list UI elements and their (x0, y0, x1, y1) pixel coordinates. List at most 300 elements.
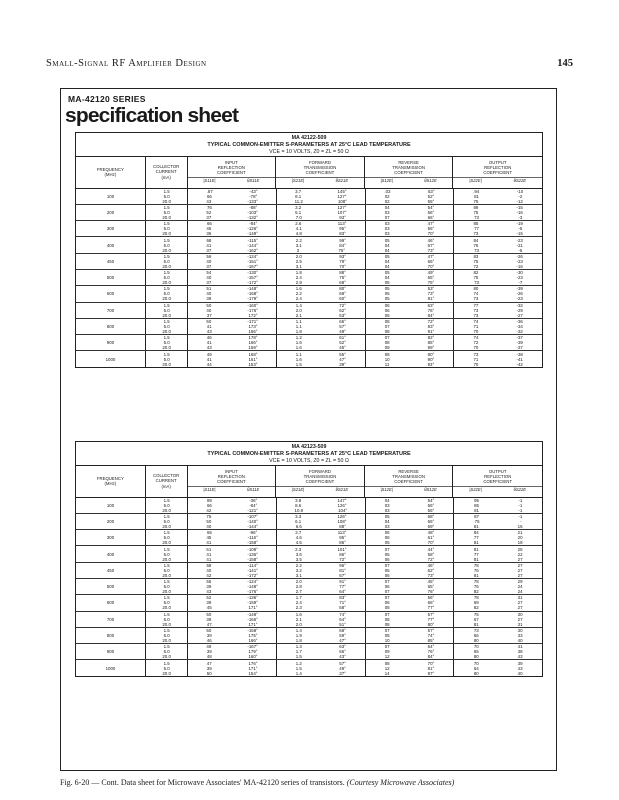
current-value: 5.0 (163, 535, 170, 541)
magnitude-value: 3.2 (295, 204, 302, 210)
value-row (454, 605, 542, 610)
magnitude-value: 7.0 (295, 214, 302, 220)
magnitude-value: 70 (473, 329, 479, 335)
magnitude-value: 08 (384, 621, 390, 627)
value-row (366, 589, 454, 594)
magnitude-value: 61 (206, 546, 212, 552)
angle-value: 171° (248, 665, 258, 671)
current-value: 20.0 (162, 263, 171, 269)
value-row (454, 622, 542, 627)
angle-value: -114° (247, 562, 258, 568)
angle-value: 154° (248, 670, 258, 676)
coefficient-values (366, 351, 455, 366)
magnitude-value: 43 (206, 329, 212, 335)
value-row (277, 654, 365, 659)
magnitude-value: 81 (473, 546, 479, 552)
magnitude-value: 48 (206, 654, 212, 660)
coefficient-values (277, 237, 366, 252)
frequency-value: 400 (76, 546, 146, 561)
current-value: 5.0 (163, 551, 170, 557)
value-row (188, 296, 276, 301)
magnitude-value: 70 (473, 361, 479, 367)
magnitude-value: 76 (473, 584, 479, 590)
magnitude-value: 1.5 (295, 361, 302, 367)
angle-value: 44° (427, 546, 435, 552)
value-row (277, 248, 365, 253)
magnitude-value: 3.1 (295, 242, 302, 248)
angle-value: 95° (339, 226, 346, 232)
angle-value: 27 (517, 567, 523, 573)
angle-value: - (520, 518, 522, 524)
angle-value: 46° (427, 237, 435, 243)
current-values (146, 319, 188, 334)
magnitude-value: 3.1 (295, 263, 302, 269)
angle-value: 27 (517, 605, 523, 611)
magnitude-value: 3.8 (295, 497, 302, 503)
value-row (366, 248, 454, 253)
magnitude-value: 06 (384, 307, 390, 313)
angle-value: -21 (516, 242, 523, 248)
magnitude-value: 78 (473, 562, 479, 568)
value-row (188, 671, 276, 676)
magnitude-value: 72 (473, 263, 479, 269)
magnitude-value: 2.6 (295, 221, 302, 227)
magnitude-value: 03 (384, 231, 390, 237)
magnitude-value: 75 (473, 275, 479, 281)
magnitude-value: 07 (384, 335, 390, 341)
frequency-group (76, 270, 542, 286)
angle-value: -179° (247, 296, 258, 302)
header-line: FORWARD (308, 159, 331, 165)
magnitude-value: 85 (473, 221, 479, 227)
angle-value: 79° (339, 258, 346, 264)
angle-value: 91° (427, 329, 435, 335)
frequency-value: 450 (76, 563, 146, 578)
angle-value: 73° (427, 291, 435, 297)
angle-value: 126° (337, 513, 347, 519)
angle-value: 57° (427, 611, 435, 617)
angle-value: 82° (427, 335, 435, 341)
magnitude-value: 10.9 (294, 507, 304, 513)
magnitude-value: 1.6 (295, 286, 302, 292)
magnitude-value: 46 (206, 335, 212, 341)
current-value: 5.0 (163, 616, 170, 622)
current-value: 20.0 (162, 296, 171, 302)
angle-value: 166° (248, 638, 258, 644)
coefficient-header (276, 157, 365, 188)
magnitude-value: 04 (384, 247, 390, 253)
magnitude-value: 5.1 (295, 209, 302, 215)
magnitude-value: 47 (206, 621, 212, 627)
magnitude-value: 1.8 (295, 270, 302, 276)
magnitude-value: 06 (384, 535, 390, 541)
magnitude-value: 07 (384, 214, 390, 220)
magnitude-value: 2.0 (295, 307, 302, 313)
value-row (277, 329, 365, 334)
current-values (146, 563, 188, 578)
magnitude-value: 06 (384, 530, 390, 536)
header-line: CURRENT (155, 169, 177, 175)
current-value: 1.5 (163, 611, 170, 617)
angle-value: 81° (427, 296, 435, 302)
angle-value: 55° (427, 198, 435, 204)
magnitude-value: 37 (206, 247, 212, 253)
value-row (366, 557, 454, 562)
subheader (453, 486, 542, 492)
magnitude-value: 77 (473, 302, 479, 308)
magnitude-value: 1.2 (295, 660, 302, 666)
magnitude-value: 06 (384, 584, 390, 590)
magnitude-value: 05 (384, 540, 390, 546)
current-header (146, 157, 188, 188)
angle-value: -140° (247, 518, 258, 524)
table-conditions: VCE = 10 VOLTS, Z0 = ZL = 50 Ω (269, 148, 349, 155)
coefficient-values (366, 660, 455, 675)
coefficient-values (366, 644, 455, 659)
coefficient-header (365, 157, 454, 188)
header-line: COEFFICIENT (305, 169, 335, 175)
coefficient-values (366, 254, 455, 269)
coefficient-values (188, 319, 277, 334)
coefficient-values (188, 286, 277, 301)
header-line: COLLECTOR (153, 164, 180, 170)
value-row (277, 231, 365, 236)
current-value: 1.5 (163, 221, 170, 227)
value-row (188, 573, 276, 578)
value-row (454, 199, 542, 204)
frequency-value: 700 (76, 612, 146, 627)
figure-caption (60, 778, 580, 787)
magnitude-value: 03 (384, 226, 390, 232)
angle-value: 39° (339, 361, 346, 367)
angle-label: θS21E (335, 178, 349, 184)
magnitude-value: 43 (206, 198, 212, 204)
magnitude-value: 64 (473, 665, 479, 671)
angle-value: 33 (517, 633, 523, 639)
value-row (366, 362, 454, 367)
angle-value: 72° (339, 556, 346, 562)
angle-value: -171° (247, 319, 258, 325)
current-values (146, 237, 188, 252)
angle-label: θS22E (513, 178, 527, 184)
magnitude-label: |S21E| (291, 487, 305, 493)
current-value: 1.5 (163, 497, 170, 503)
header-line: COEFFICIENT (483, 478, 513, 484)
current-value: 1.5 (163, 644, 170, 650)
current-value: 1.5 (163, 286, 170, 292)
magnitude-value: 2.0 (295, 579, 302, 585)
current-values (146, 286, 188, 301)
angle-value: 60° (339, 296, 346, 302)
angle-value: -136° (247, 595, 258, 601)
value-row (366, 345, 454, 350)
value-row (454, 345, 542, 350)
magnitude-value: 04 (384, 242, 390, 248)
angle-value: 166° (248, 329, 258, 335)
magnitude-value: 3.6 (295, 551, 302, 557)
coefficient-values (366, 579, 455, 594)
frequency-value: 800 (76, 319, 146, 334)
angle-value: 127° (337, 193, 347, 199)
table-title: TYPICAL COMMON-EMITTER S-PARAMETERS AT 25°C LEAD TEMPERATURE (207, 450, 411, 457)
magnitude-value: 80 (473, 286, 479, 292)
angle-value: -26 (516, 253, 523, 259)
angle-value: 161° (248, 356, 258, 362)
frequency-group (76, 335, 542, 351)
coefficient-values (454, 189, 542, 204)
angle-value: 76° (427, 589, 435, 595)
magnitude-value: 40 (206, 567, 212, 573)
header-line: TRANSMISSION (392, 473, 425, 479)
current-value: 5.0 (163, 356, 170, 362)
magnitude-value: 43 (206, 589, 212, 595)
subheader (365, 486, 453, 492)
angle-value: 93° (427, 361, 435, 367)
magnitude-value: 39 (206, 649, 212, 655)
current-value: 20.0 (162, 231, 171, 237)
magnitude-value: 2.0 (295, 621, 302, 627)
magnitude-value: 75 (473, 198, 479, 204)
magnitude-value: 73 (473, 307, 479, 313)
angle-value: 47° (427, 253, 435, 259)
angle-value: -38 (516, 351, 523, 357)
magnitude-value: 2.3 (295, 546, 302, 552)
value-row (277, 264, 365, 269)
header-line: COEFFICIENT (217, 169, 246, 175)
angle-value: -148° (247, 611, 258, 617)
angle-value: -19 (516, 221, 523, 227)
angle-value: 45° (339, 345, 346, 351)
coefficient-values (188, 237, 277, 252)
coefficient-header (188, 466, 277, 497)
value-row (277, 313, 365, 318)
magnitude-value: 2.1 (295, 312, 302, 318)
current-values (146, 595, 188, 610)
angle-value: 72° (427, 319, 435, 325)
magnitude-value: 55 (206, 579, 212, 585)
angle-value: 145° (337, 188, 347, 194)
angle-value: 81° (339, 567, 346, 573)
coefficient-header (453, 157, 542, 188)
magnitude-value: 73 (473, 296, 479, 302)
magnitude-value: 04 (384, 204, 390, 210)
angle-value: -160° (247, 302, 258, 308)
current-value: 1.5 (163, 335, 170, 341)
magnitude-value: 04 (384, 275, 390, 281)
angle-value: -167° (247, 263, 258, 269)
magnitude-value: 07 (384, 595, 390, 601)
magnitude-value: 67 (473, 616, 479, 622)
magnitude-value: 07 (384, 324, 390, 330)
current-value: 1.5 (163, 237, 170, 243)
angle-value: 27 (517, 616, 523, 622)
magnitude-value: 76 (206, 204, 212, 210)
angle-value: -41 (516, 356, 523, 362)
angle-value: 95° (339, 535, 346, 541)
angle-value: 56° (427, 595, 435, 601)
magnitude-value: 1.8 (295, 638, 302, 644)
current-value: 1.5 (163, 660, 170, 666)
angle-value: 88° (339, 270, 346, 276)
magnitude-value: 66 (206, 502, 212, 508)
magnitude-value: 6.6 (295, 523, 302, 529)
magnitude-value: 2.4 (295, 600, 302, 606)
magnitude-value: 43 (206, 345, 212, 351)
value-row (277, 215, 365, 220)
current-value: 5.0 (163, 584, 170, 590)
magnitude-value: 75 (206, 513, 212, 519)
coefficient-values (277, 514, 366, 529)
angle-value: 77° (427, 605, 435, 611)
magnitude-value: 09 (384, 345, 390, 351)
frequency-value: 450 (76, 254, 146, 269)
angle-value: -32 (516, 302, 523, 308)
current-value: 5.0 (163, 567, 170, 573)
angle-value: -130° (247, 270, 258, 276)
magnitude-value: 07 (384, 611, 390, 617)
value-row (277, 540, 365, 545)
coefficient-values (188, 221, 277, 236)
angle-value: 70° (427, 231, 435, 237)
current-value: 1.5 (163, 579, 170, 585)
magnitude-value: 41 (206, 242, 212, 248)
magnitude-value: 78 (473, 595, 479, 601)
current-value: 20.0 (162, 556, 171, 562)
value-row (454, 524, 542, 529)
current-values (146, 514, 188, 529)
magnitude-value: 40 (206, 291, 212, 297)
coefficient-values (366, 530, 455, 545)
magnitude-value: 06 (384, 600, 390, 606)
magnitude-value: .87 (206, 188, 213, 194)
angle-value: 68° (339, 280, 346, 286)
angle-value: -23 (516, 275, 523, 281)
table-id: MA 42122-509 (291, 135, 327, 141)
magnitude-value: 70 (473, 345, 479, 351)
magnitude-value: 14 (384, 670, 390, 676)
angle-value: 178° (248, 335, 258, 341)
value-row (277, 199, 365, 204)
angle-value: 175° (248, 633, 258, 639)
value-row (188, 540, 276, 545)
coefficient-values (188, 628, 277, 643)
frequency-group (76, 644, 542, 660)
magnitude-value: 77 (473, 535, 479, 541)
angle-value: 51° (339, 621, 346, 627)
angle-value: 83° (339, 231, 346, 237)
angle-value: 113° (337, 221, 347, 227)
angle-value: 73° (427, 247, 435, 253)
magnitude-value: 73 (473, 628, 479, 634)
value-row (366, 280, 454, 285)
coefficient-values (366, 514, 455, 529)
magnitude-value: 05 (384, 253, 390, 259)
magnitude-value: 03 (384, 221, 390, 227)
coefficient-values (277, 205, 366, 220)
magnitude-value: 41 (206, 556, 212, 562)
magnitude-value: 66 (206, 193, 212, 199)
coefficient-values (454, 563, 542, 578)
value-row (188, 508, 276, 513)
magnitude-value: 74 (473, 291, 479, 297)
magnitude-value: 2.5 (295, 258, 302, 264)
value-row (188, 524, 276, 529)
frequency-value: 600 (76, 286, 146, 301)
magnitude-value: 66 (473, 633, 479, 639)
magnitude-value: 81 (473, 572, 479, 578)
angle-value: 54° (427, 204, 435, 210)
angle-value: 18 (517, 540, 523, 546)
frequency-group (76, 563, 542, 579)
magnitude-value: 41 (206, 551, 212, 557)
current-value: 20.0 (162, 572, 171, 578)
caption-credit: (Courtesy Microwave Associates) (346, 778, 455, 787)
angle-value: -157° (247, 275, 258, 281)
angle-value: 77° (427, 616, 435, 622)
frequency-value: 400 (76, 237, 146, 252)
magnitude-label: |S22E| (469, 487, 482, 493)
angle-value: 85° (427, 340, 435, 346)
header-line: COEFFICIENT (394, 478, 423, 484)
coefficient-values (454, 644, 542, 659)
table-conditions: VCE = 10 VOLTS, Z0 = ZL = 50 Ω (269, 457, 349, 464)
value-row (454, 264, 542, 269)
coefficient-values (188, 303, 277, 318)
angle-value: -26 (516, 291, 523, 297)
magnitude-value: 80 (473, 654, 479, 660)
magnitude-value: 76 (473, 567, 479, 573)
magnitude-value: 03 (384, 209, 390, 215)
angle-value: 90° (427, 356, 435, 362)
angle-value: 87° (427, 670, 435, 676)
angle-value: -5 (518, 226, 523, 232)
current-value: 20.0 (162, 198, 171, 204)
coefficient-values (277, 530, 366, 545)
magnitude-value: 1.6 (295, 340, 302, 346)
value-row (454, 329, 542, 334)
angle-value: 66° (427, 258, 435, 264)
magnitude-value: 11.2 (294, 198, 303, 204)
angle-value: -1 (518, 502, 523, 508)
magnitude-value: 11 (384, 361, 390, 367)
value-row (454, 638, 542, 643)
magnitude-value: 39 (206, 584, 212, 590)
angle-value: 65° (427, 584, 435, 590)
s-parameter-table-42123 (75, 441, 543, 677)
angle-value: -148° (247, 584, 258, 590)
magnitude-value: 07 (384, 562, 390, 568)
magnitude-value: 84 (473, 530, 479, 536)
angle-value: -23 (516, 237, 523, 243)
magnitude-value: 83 (473, 253, 479, 259)
angle-value: -3 (518, 214, 523, 220)
angle-value: 147° (337, 497, 347, 503)
magnitude-value: 56 (206, 253, 212, 259)
frequency-group (76, 237, 542, 253)
angle-value: 70° (339, 263, 346, 269)
angle-value: 43 (517, 654, 523, 660)
current-values (146, 612, 188, 627)
current-value: 5.0 (163, 307, 170, 313)
magnitude-value: 52 (206, 595, 212, 601)
angle-value: 27 (517, 562, 523, 568)
magnitude-value: 08 (384, 605, 390, 611)
magnitude-value: 75 (473, 209, 479, 215)
magnitude-value: 76 (473, 242, 479, 248)
current-value: 1.5 (163, 204, 170, 210)
value-row (454, 231, 542, 236)
value-row (454, 557, 542, 562)
